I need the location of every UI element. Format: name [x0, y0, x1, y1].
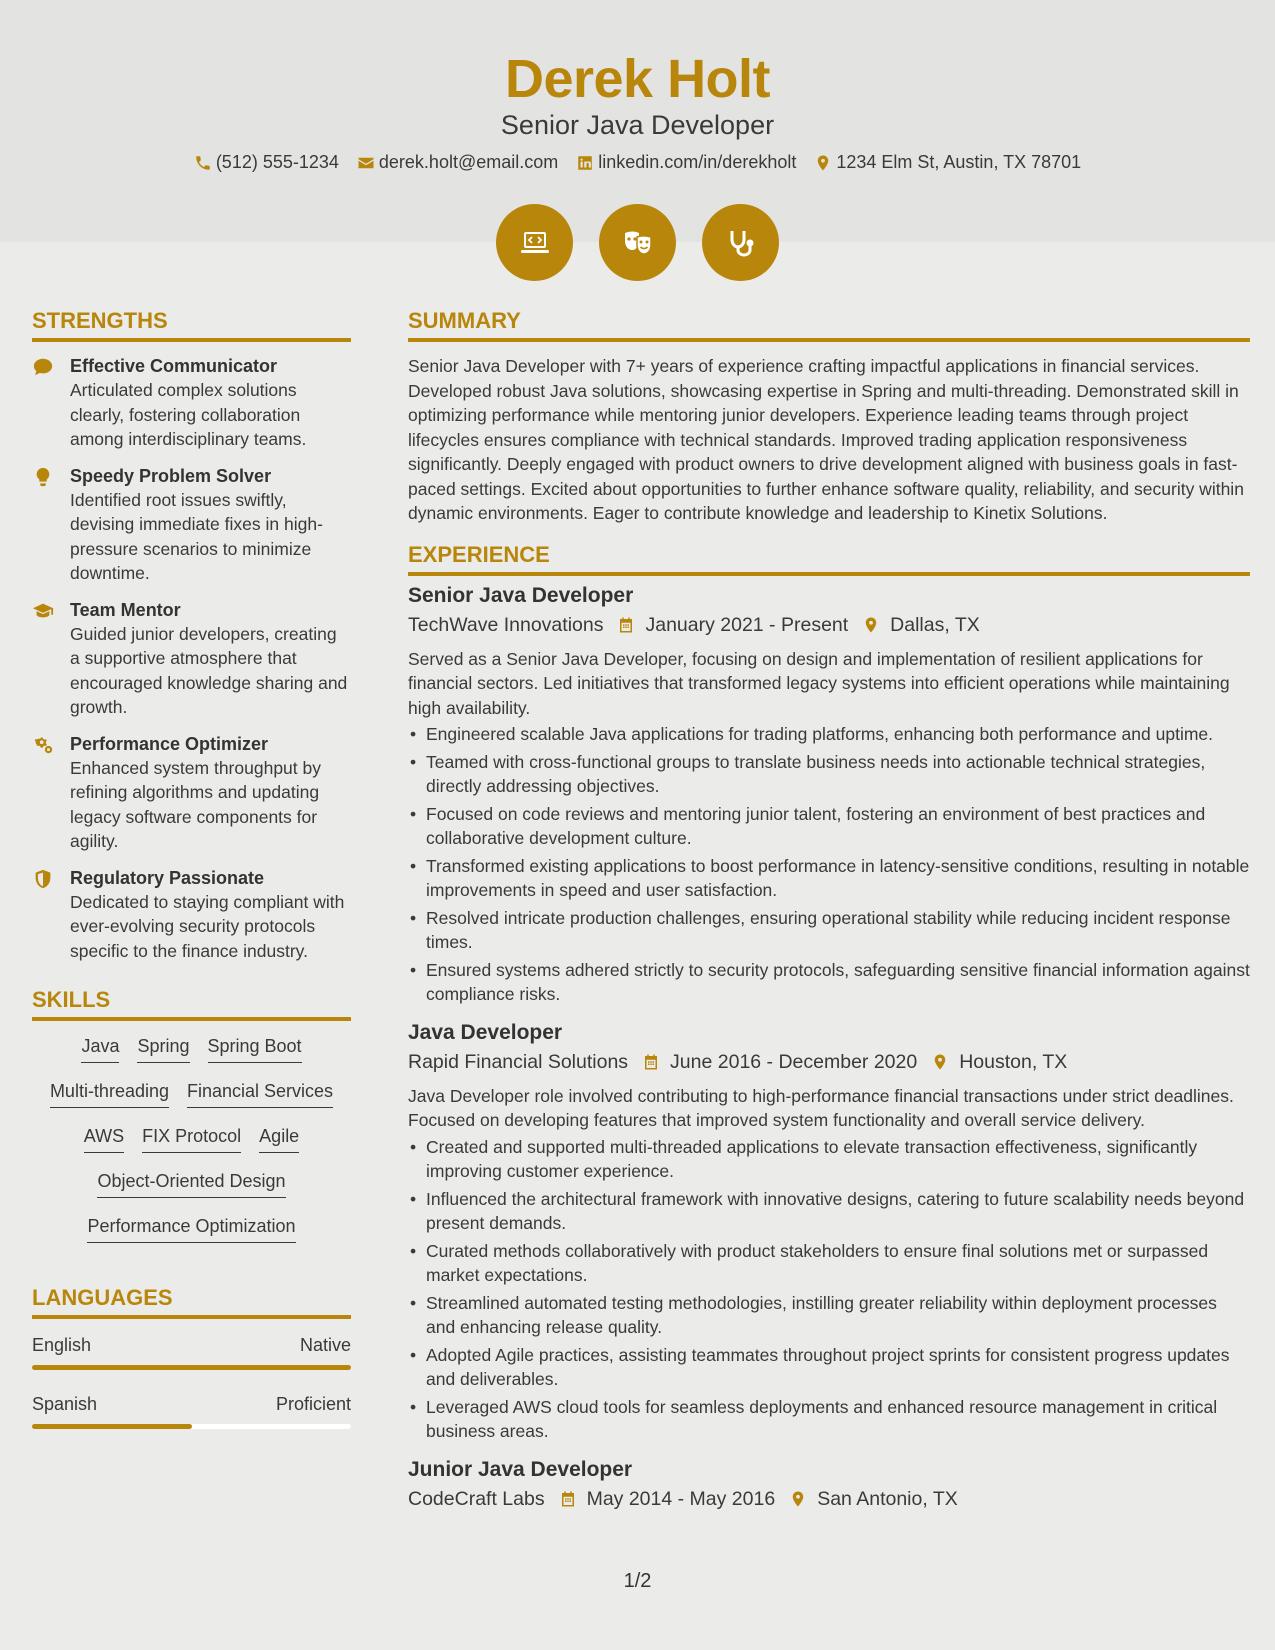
strength-desc: Articulated complex solutions clearly, fostering collaboration among interdisciplinary teams.	[70, 380, 307, 449]
strength-title: Regulatory Passionate	[70, 867, 265, 888]
contact-linkedin[interactable]	[576, 152, 796, 173]
strength-desc: Dedicated to staying compliant with ever-evolving security protocols specific to the finance industry.	[70, 891, 345, 961]
job-bullet: • Resolved intricate production challenges, ensuring operational stability while reducing incident response times.	[408, 906, 1250, 955]
job-bullet: • Engineered scalable Java applications for trading platforms, enhancing both performance and uptime.	[408, 722, 1250, 747]
language-bar-fill	[32, 1424, 192, 1429]
skills-list	[32, 1033, 351, 1243]
language-level: Native	[299, 1335, 351, 1355]
skill-tag: Multi-threading	[50, 1078, 169, 1108]
job-title: Java Developer	[408, 1020, 563, 1044]
graduation-cap-icon	[32, 600, 54, 622]
job-dates: May 2014 - May 2016	[586, 1487, 776, 1510]
job-bullet: • Focused on code reviews and mentoring junior talent, fostering an environment of best practices and collaborative development culture.	[408, 802, 1250, 851]
language-level: Proficient	[275, 1394, 351, 1414]
strength-item	[32, 598, 351, 720]
job-company: CodeCraft Labs	[408, 1487, 545, 1510]
job-company: Rapid Financial Solutions	[408, 1050, 629, 1073]
calendar-icon	[617, 616, 635, 634]
strength-title: Speedy Problem Solver	[70, 465, 272, 486]
lightbulb-icon	[32, 466, 54, 488]
skill-tag: Object-Oriented Design	[97, 1168, 285, 1198]
calendar-icon	[559, 1490, 577, 1508]
address-text: 1234 Elm St, Austin, TX 78701	[836, 152, 1082, 172]
language-name: Spanish	[32, 1394, 98, 1414]
contact-info	[0, 152, 1275, 173]
cogs-icon	[32, 734, 54, 756]
job-location: San Antonio, TX	[817, 1487, 958, 1510]
map-pin-icon	[789, 1490, 807, 1508]
phone-icon	[194, 154, 212, 172]
contact-address	[814, 152, 1081, 173]
job-bullet: • Created and supported multi-threaded applications to elevate transaction effectiveness, significantly improving customer experience.	[408, 1135, 1250, 1184]
skill-tag: Agile	[259, 1123, 299, 1153]
skill-tag: Java	[81, 1033, 119, 1063]
job-bullets	[408, 722, 1250, 1007]
job-location: Houston, TX	[959, 1050, 1068, 1073]
theater-masks-icon	[599, 204, 676, 281]
job-bullet: • Curated methods collaboratively with product stakeholders to ensure final solutions met or surpassed market expectations.	[408, 1239, 1250, 1288]
job-location: Dallas, TX	[890, 613, 980, 636]
candidate-title: Senior Java Developer	[500, 110, 775, 140]
job-entry	[408, 1458, 1250, 1511]
language-bar	[32, 1424, 351, 1429]
job-bullet: • Transformed existing applications to boost performance in latency-sensitive conditions, resulting in notable improvements in speed and user satisfaction.	[408, 854, 1250, 903]
job-bullet: • Adopted Agile practices, assisting teammates throughout project sprints for consistent progress updates and deliverables.	[408, 1343, 1250, 1392]
strength-desc: Guided junior developers, creating a supportive atmosphere that encouraged knowledge sharing and growth.	[70, 623, 348, 717]
strengths-heading: STRENGTHS	[32, 308, 351, 342]
map-pin-icon	[862, 616, 880, 634]
email-text: derek.holt@email.com	[378, 152, 559, 172]
skill-tag: FIX Protocol	[142, 1123, 241, 1153]
strength-title: Effective Communicator	[70, 356, 278, 376]
envelope-icon	[357, 154, 375, 172]
contact-email[interactable]	[357, 152, 558, 173]
language-item	[32, 1394, 351, 1429]
job-bullet: • Streamlined automated testing methodologies, instilling greater reliability within deployment processes and enhancing release quality.	[408, 1291, 1250, 1340]
job-dates: January 2021 - Present	[645, 613, 849, 636]
page-indicator: 1/2	[623, 1570, 652, 1592]
strength-desc: Enhanced system throughput by refining algorithms and updating legacy software components for agility.	[70, 757, 321, 851]
header-icon-circles	[0, 204, 1275, 281]
comment-icon	[32, 356, 54, 378]
job-meta	[408, 1488, 1250, 1511]
skill-tag: AWS	[84, 1123, 124, 1153]
summary-text: Senior Java Developer with 7+ years of experience crafting impactful applications in financial services. Developed robust Java solutions, showcasing expertise in Spring and multi-threading. Demonstrated skill in optimizing performance while mentoring junior developers. Experience leading teams through project lifecycles ensures compliance with technical standards. Improved trading application responsiveness significantly. Deeply engaged with product owners to drive development aligned with business goals in fast-paced settings. Excited about opportunities to further enhance software quality, reliability, and security within dynamic environments. Eager to contribute knowledge and leadership to Kinetix Solutions.	[408, 356, 1244, 523]
job-company: TechWave Innovations	[408, 613, 604, 636]
job-bullet: • Leveraged AWS cloud tools for seamless deployments and enhanced resource management in critical business areas.	[408, 1395, 1250, 1444]
job-title: Senior Java Developer	[408, 583, 634, 607]
language-item	[32, 1335, 351, 1370]
summary-heading: SUMMARY	[408, 308, 1250, 342]
phone-text: (512) 555-1234	[215, 152, 339, 172]
strength-item	[32, 354, 351, 452]
candidate-name: Derek Holt	[504, 49, 771, 109]
job-bullets	[408, 1135, 1250, 1444]
skills-heading: SKILLS	[32, 987, 351, 1021]
job-desc: Java Developer role involved contributing to high-performance financial transactions under strict deadlines. Focused on developing features that improved system functionality and overall service delivery.	[408, 1085, 1234, 1130]
job-desc: Served as a Senior Java Developer, focusing on design and implementation of resilient applications for financial sectors. Led initiatives that transformed legacy systems into efficient operations while maintaining high availability.	[408, 648, 1230, 718]
job-entry	[408, 1021, 1250, 1444]
strength-title: Performance Optimizer	[70, 733, 269, 754]
map-pin-icon	[931, 1053, 949, 1071]
linkedin-text: linkedin.com/in/derekholt	[598, 152, 797, 172]
job-bullet: • Ensured systems adhered strictly to security protocols, safeguarding sensitive financial information against compliance risks.	[408, 958, 1250, 1007]
contact-phone[interactable]	[194, 152, 339, 173]
linkedin-icon	[576, 154, 594, 172]
languages-heading: LANGUAGES	[32, 1285, 351, 1319]
stethoscope-icon	[702, 204, 779, 281]
strength-desc: Identified root issues swiftly, devising immediate fixes in high-pressure scenarios to minimize downtime.	[70, 489, 323, 583]
language-bar-fill	[32, 1365, 351, 1370]
strength-item	[32, 866, 351, 964]
laptop-code-icon	[496, 204, 573, 281]
skill-tag: Performance Optimization	[87, 1213, 295, 1243]
job-meta	[408, 614, 1250, 637]
left-column	[32, 308, 351, 1453]
job-entry	[408, 584, 1250, 1007]
right-column	[408, 308, 1250, 1525]
strength-item	[32, 732, 351, 854]
job-bullet: • Teamed with cross-functional groups to translate business needs into actionable technical strategies, directly addressing objectives.	[408, 750, 1250, 799]
strength-item	[32, 464, 351, 586]
shield-icon	[32, 868, 54, 890]
language-bar	[32, 1365, 351, 1370]
job-bullet: • Influenced the architectural framework with innovative designs, catering to future scalability needs beyond present demands.	[408, 1187, 1250, 1236]
language-name: English	[32, 1335, 92, 1355]
map-pin-icon	[814, 154, 832, 172]
skill-tag: Spring	[137, 1033, 189, 1063]
job-dates: June 2016 - December 2020	[670, 1050, 918, 1073]
skill-tag: Financial Services	[187, 1078, 333, 1108]
strength-title: Team Mentor	[70, 599, 181, 620]
job-title: Junior Java Developer	[408, 1457, 633, 1481]
skill-tag: Spring Boot	[208, 1033, 302, 1063]
experience-heading: EXPERIENCE	[408, 542, 1250, 576]
calendar-icon	[642, 1053, 660, 1071]
job-meta	[408, 1051, 1250, 1074]
